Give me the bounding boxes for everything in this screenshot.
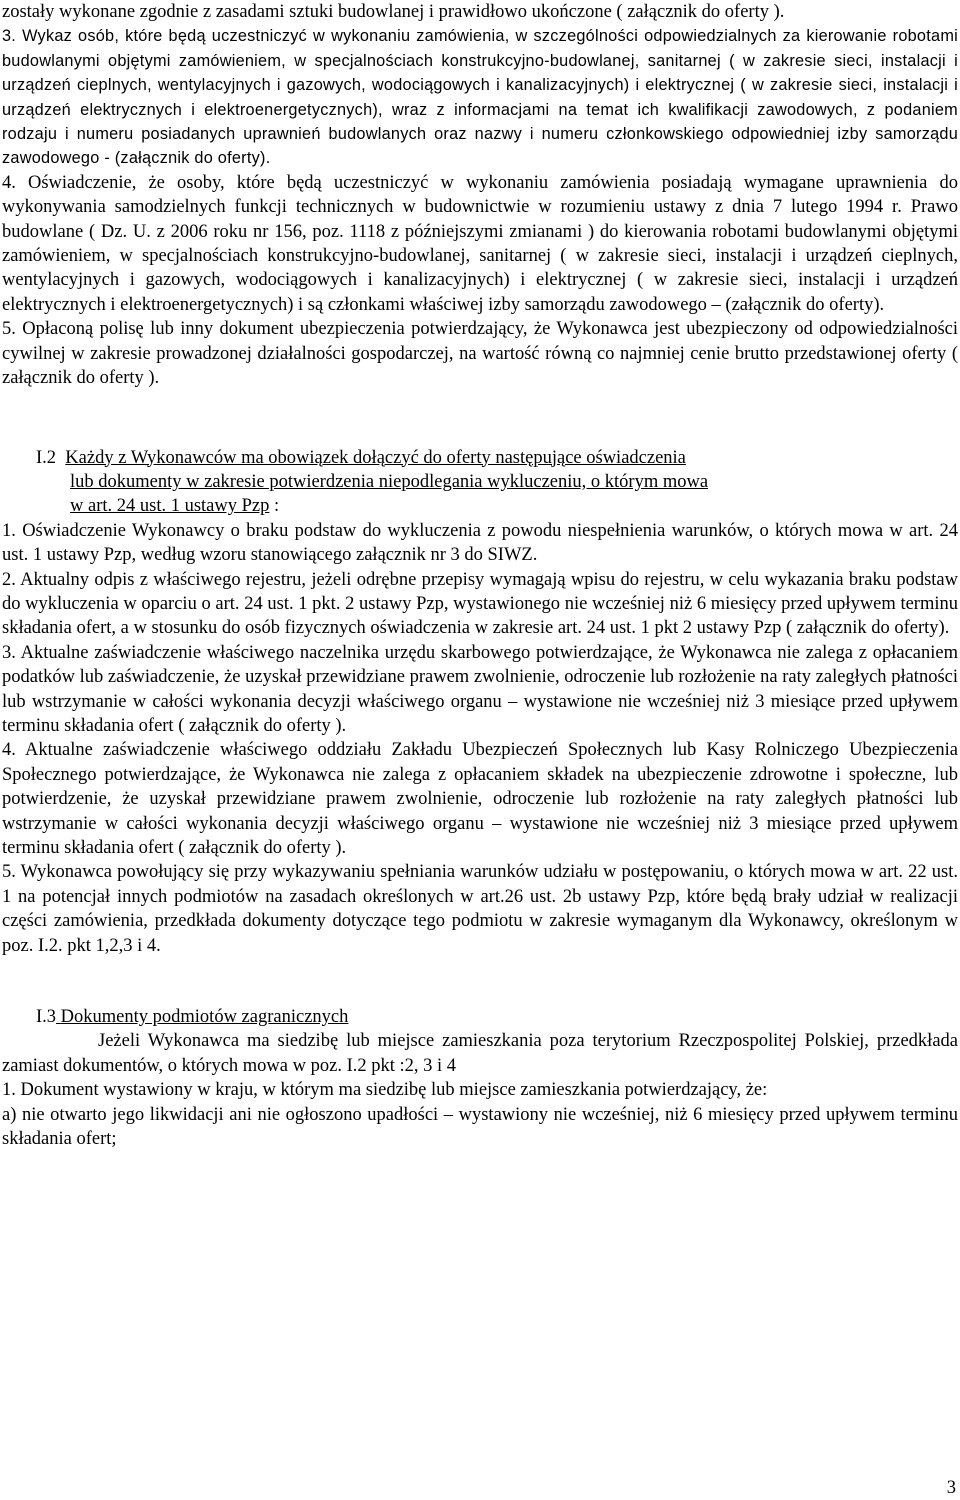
section-i3-item-1: 1. Dokument wystawiony w kraju, w którym ma siedzibę lub miejsce zamieszkania potwierdzający, że: <box>2 1080 768 1101</box>
spacer <box>2 958 958 1005</box>
section-i3-title-text: Dokumenty podmiotów zagranicznych <box>60 1007 349 1028</box>
page-number: 3 <box>946 1478 956 1498</box>
section-i2-title-line-1: Każdy z Wykonawców ma obowiązek dołączyć do oferty następujące oświadczenia <box>65 447 686 468</box>
document-page <box>2 0 958 1151</box>
section-i3-heading <box>2 1005 958 1029</box>
paragraph-item-4-qualifications-statement: 4. Oświadczenie, że osoby, które będą uczestniczyć w wykonaniu zamówienia posiadają wymagane uprawnienia do wykonywania samodzielnych funkcji technicznych w budownictwie w rozumieniu ustawy z dnia 7 lutego 1994 r. Prawo budowlane ( Dz. U. z 2006 roku nr 156, poz. 1118 z późniejszymi zmianami ) do kierowania robotami budowlanymi objętymi zamówieniem, w specjalnościach konstrukcyjno-budowlanej, sanitarnej ( w zakresie sieci, instalacji i urządzeń cieplnych, wentylacyjnych i gazowych, wodociągowych i kanalizacyjnych) i elektrycznej ( w zakresie sieci, instalacji i urządzeń elektrycznych i elektroenergetycznych) i są członkami właściwej izby samorządu zawodowego – (załącznik do oferty). <box>2 172 958 315</box>
section-i3-title <box>56 1007 348 1027</box>
section-i2-number: I.2 <box>36 447 57 468</box>
section-i2-item-4: 4. Aktualne zaświadczenie właściwego oddziału Zakładu Ubezpieczeń Społecznych lub Kasy Rolniczego Ubezpieczenia Społecznego potwierdzające, że Wykonawca nie zalega z opłacaniem składek na ubezpieczenie zdrowotne i społeczne, lub potwierdzenie, że uzyskał przewidziane prawem zwolnienie, odroczenie lub rozłożenie na raty zaległych płatności lub wstrzymanie w całości wykonania decyzji właściwego organu – wystawione nie wcześniej niż 3 miesiące przed upływem terminu składania ofert ( załącznik do oferty ). <box>2 740 958 858</box>
section-i2-item-2: 2. Aktualny odpis z właściwego rejestru, jeżeli odrębne przepisy wymagają wpisu do rejestru, w celu wykazania braku podstaw do wykluczenia w oparciu o art. 24 ust. 1 pkt. 2 ustawy Pzp, wystawionego nie wcześniej niż 6 miesięcy przed upływem terminu składania ofert, a w stosunku do osób fizycznych oświadczenia w zakresie art. 24 ust. 1 pkt 2 ustawy Pzp ( załącznik do oferty). <box>2 569 958 639</box>
spacer <box>2 391 958 446</box>
section-i2-title-line-3: w art. 24 ust. 1 ustawy Pzp <box>70 496 270 517</box>
section-i2-item-3: 3. Aktualne zaświadczenie właściwego naczelnika urzędu skarbowego potwierdzające, że Wykonawca nie zalega z opłacaniem podatków lub zaświadczenie, że uzyskał przewidziane prawem zwolnienie, odroczenie lub rozłożenie na raty zaległych płatności lub wstrzymanie w całości wykonania decyzji właściwego organu – wystawione nie wcześniej niż 3 miesiące przed upływem terminu składania ofert ( załącznik do oferty ). <box>2 642 958 736</box>
paragraph-continuation: zostały wykonane zgodnie z zasadami sztuki budowlanej i prawidłowo ukończone ( załącznik do oferty ). <box>2 2 785 22</box>
paragraph-item-3-personnel-list: 3. Wykaz osób, które będą uczestniczyć w wykonaniu zamówienia, w szczególności odpowiedzialnych za kierowanie robotami budowlanymi objętymi zamówieniem, w specjalnościach konstrukcyjno-budowlanej, sanitarnej ( w zakresie sieci, instalacji i urządzeń cieplnych, wentylacyjnych i gazowych, wodociągowych i kanalizacyjnych) i elektrycznej ( w zakresie sieci, instalacji i urządzeń elektrycznych i elektroenergetycznych), wraz z informacjami na temat ich kwalifikacji zawodowych, z podaniem rodzaju i numeru posiadanych uprawnień budowlanych oraz nazwy i numeru członkowskiego odpowiedniej izby samorządu zawodowego - (załącznik do oferty). <box>2 27 958 168</box>
section-i2-heading <box>2 446 958 470</box>
section-i2-title-line-2: lub dokumenty w zakresie potwierdzenia niepodlegania wykluczeniu, o którym mowa <box>70 471 709 492</box>
section-i3-item-a: a) nie otwarto jego likwidacji ani nie ogłoszono upadłości – wystawiony nie wcześniej, niż 6 miesięcy przed upływem terminu składania ofert; <box>2 1104 958 1150</box>
section-i2-title-suffix: : <box>269 496 280 517</box>
paragraph-item-5-insurance-policy: 5. Opłaconą polisę lub inny dokument ubezpieczenia potwierdzający, że Wykonawca jest ubezpieczony od odpowiedzialności cywilnej w zakresie prowadzonej działalności gospodarczej, na wartość równą co najmniej cenie brutto przedstawionej oferty ( załącznik do oferty ). <box>2 319 958 389</box>
section-i2-title-line-3-wrapper <box>2 494 958 518</box>
section-i2-item-1: 1. Oświadczenie Wykonawcy o braku podstaw do wykluczenia z powodu niespełnienia warunków, o których mowa w art. 24 ust. 1 ustawy Pzp, według wzoru stanowiącego załącznik nr 3 do SIWZ. <box>2 520 958 566</box>
section-i2-item-5: 5. Wykonawca powołujący się przy wykazywaniu spełniania warunków udziału w postępowaniu, o których mowa w art. 22 ust. 1 na potencjał innych podmiotów na zasadach określonych w art.26 ust. 2b ustawy Pzp, które będą brały udział w realizacji części zamówienia, przedkłada dokumenty dotyczące tego podmiotu w zakresie wymaganym dla Wykonawcy, określonym w poz. I.2. pkt 1,2,3 i 4. <box>2 862 958 956</box>
section-i3-intro: Jeżeli Wykonawca ma siedzibę lub miejsce zamieszkania poza terytorium Rzeczpospolitej Polskiej, przedkłada zamiast dokumentów, o których mowa w poz. I.2 pkt :2, 3 i 4 <box>2 1031 958 1076</box>
section-i3-number: I.3 <box>36 1007 57 1028</box>
